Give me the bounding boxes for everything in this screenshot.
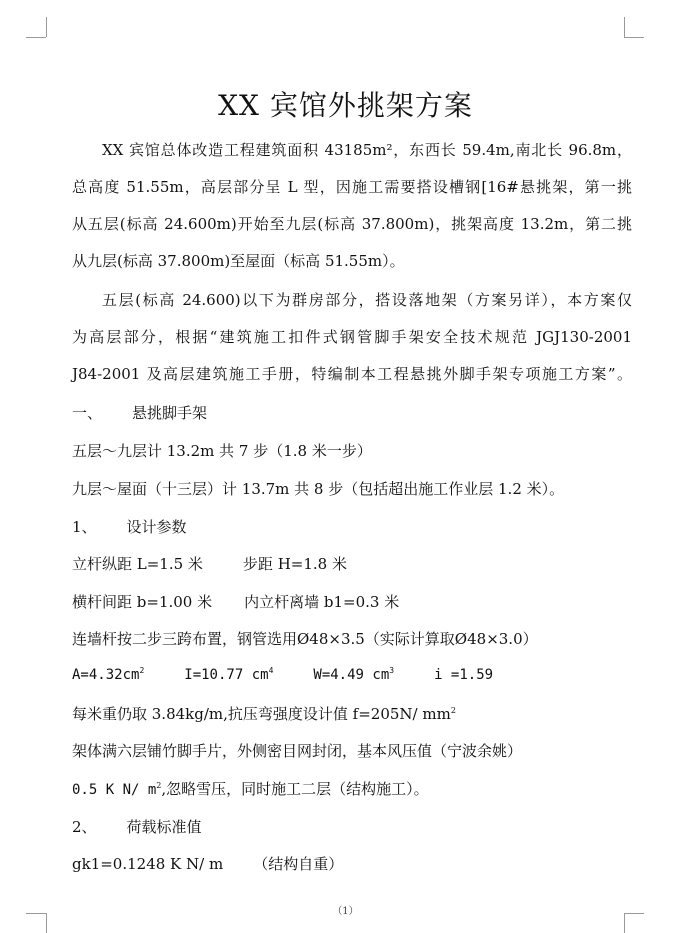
- text-line: 五层(标高 24.600)以下为群房部分，搭设落地架（方案另详），本方案仅: [102, 291, 632, 309]
- param-row-5: 每米重仍取 3.84kg/m,抗压弯强度设计值 f=205N/ $mm^2$: [72, 705, 456, 723]
- param-gyration: i =1.59: [434, 667, 494, 683]
- subsection-heading-1: [72, 516, 187, 537]
- scaffold-line-9-roof: 九层～屋面（十三层）计 13.7m 共 8 步（包括超出施工作业层 1.2 米）。: [72, 480, 565, 498]
- param-longitudinal-spacing: 立杆纵距 L=1.5 米: [72, 555, 203, 573]
- intro-paragraph: [72, 132, 632, 280]
- load-note: （结构自重）: [253, 855, 344, 873]
- text-line: 为高层部分，根据“建筑施工扣件式钢管脚手架安全技术规范 JGJ130-2001: [72, 328, 632, 346]
- subsection-number: 1、: [72, 518, 97, 536]
- param-area: $A=4.32cm^2$: [72, 666, 145, 683]
- subsection-number: 2、: [72, 818, 97, 836]
- page-number: （1）: [332, 906, 359, 917]
- text-line: 总高度 51.55m，高层部分呈 L 型，因施工需要搭设槽钢[16#悬挑架，第一挑: [72, 178, 632, 196]
- scope-paragraph: [72, 282, 632, 393]
- section-text: 悬挑脚手架: [132, 404, 208, 422]
- param-inertia: I=10.77 $cm^4$: [184, 666, 274, 683]
- section-heading-1: [72, 402, 207, 423]
- param-section-modulus: W=4.49 $cm^3$: [313, 666, 395, 683]
- subsection-text: 设计参数: [126, 518, 187, 536]
- text-line: J84-2001 及高层建筑施工手册，特编制本工程悬挑外脚手架专项施工方案”。: [72, 365, 632, 383]
- param-transverse-spacing: 横杆间距 b=1.00 米: [72, 593, 213, 611]
- param-row-2: [72, 591, 399, 612]
- subsection-text: 荷载标准值: [126, 818, 202, 836]
- subsection-heading-2: [72, 816, 202, 837]
- text-line: 从五层(标高 24.600m)开始至九层(标高 37.800m)，挑架高度 13.2m，第二挑: [72, 215, 632, 233]
- param-row-4: [72, 666, 493, 683]
- param-row-6: 架体满六层铺竹脚手片，外侧密目网封闭，基本风压值（宁波余姚）: [72, 742, 523, 760]
- document-title: XX 宾馆外挑架方案: [218, 89, 473, 122]
- load-gk1: [72, 853, 343, 874]
- load-value: gk1=0.1248 K N/ m: [72, 855, 224, 873]
- scaffold-line-5-9: 五层～九层计 13.2m 共 7 步（1.8 米一步）: [72, 442, 372, 460]
- text-line: XX 宾馆总体改造工程建筑面积 43185m²，东西长 59.4m,南北长 96.8m，: [102, 141, 632, 159]
- param-row-3: 连墙杆按二步三跨布置，钢管选用Ø48×3.5（实际计算取Ø48×3.0）: [72, 630, 538, 648]
- param-row-7: 0.5 K N/ $m^2$,忽略雪压，同时施工二层（结构施工）。: [72, 780, 429, 798]
- section-number: 一、: [72, 404, 103, 422]
- text-line: 从九层(标高 37.800m)至屋面（标高 51.55m）。: [72, 252, 405, 270]
- wind-pressure-note: ,忽略雪压，同时施工二层（结构施工）。: [161, 780, 429, 798]
- param-row-1: [72, 553, 347, 574]
- param-step-height: 步距 H=1.8 米: [242, 555, 347, 573]
- wind-pressure: 0.5 K N/ m: [72, 782, 157, 798]
- param-wall-distance: 内立杆离墙 b1=0.3 米: [244, 593, 400, 611]
